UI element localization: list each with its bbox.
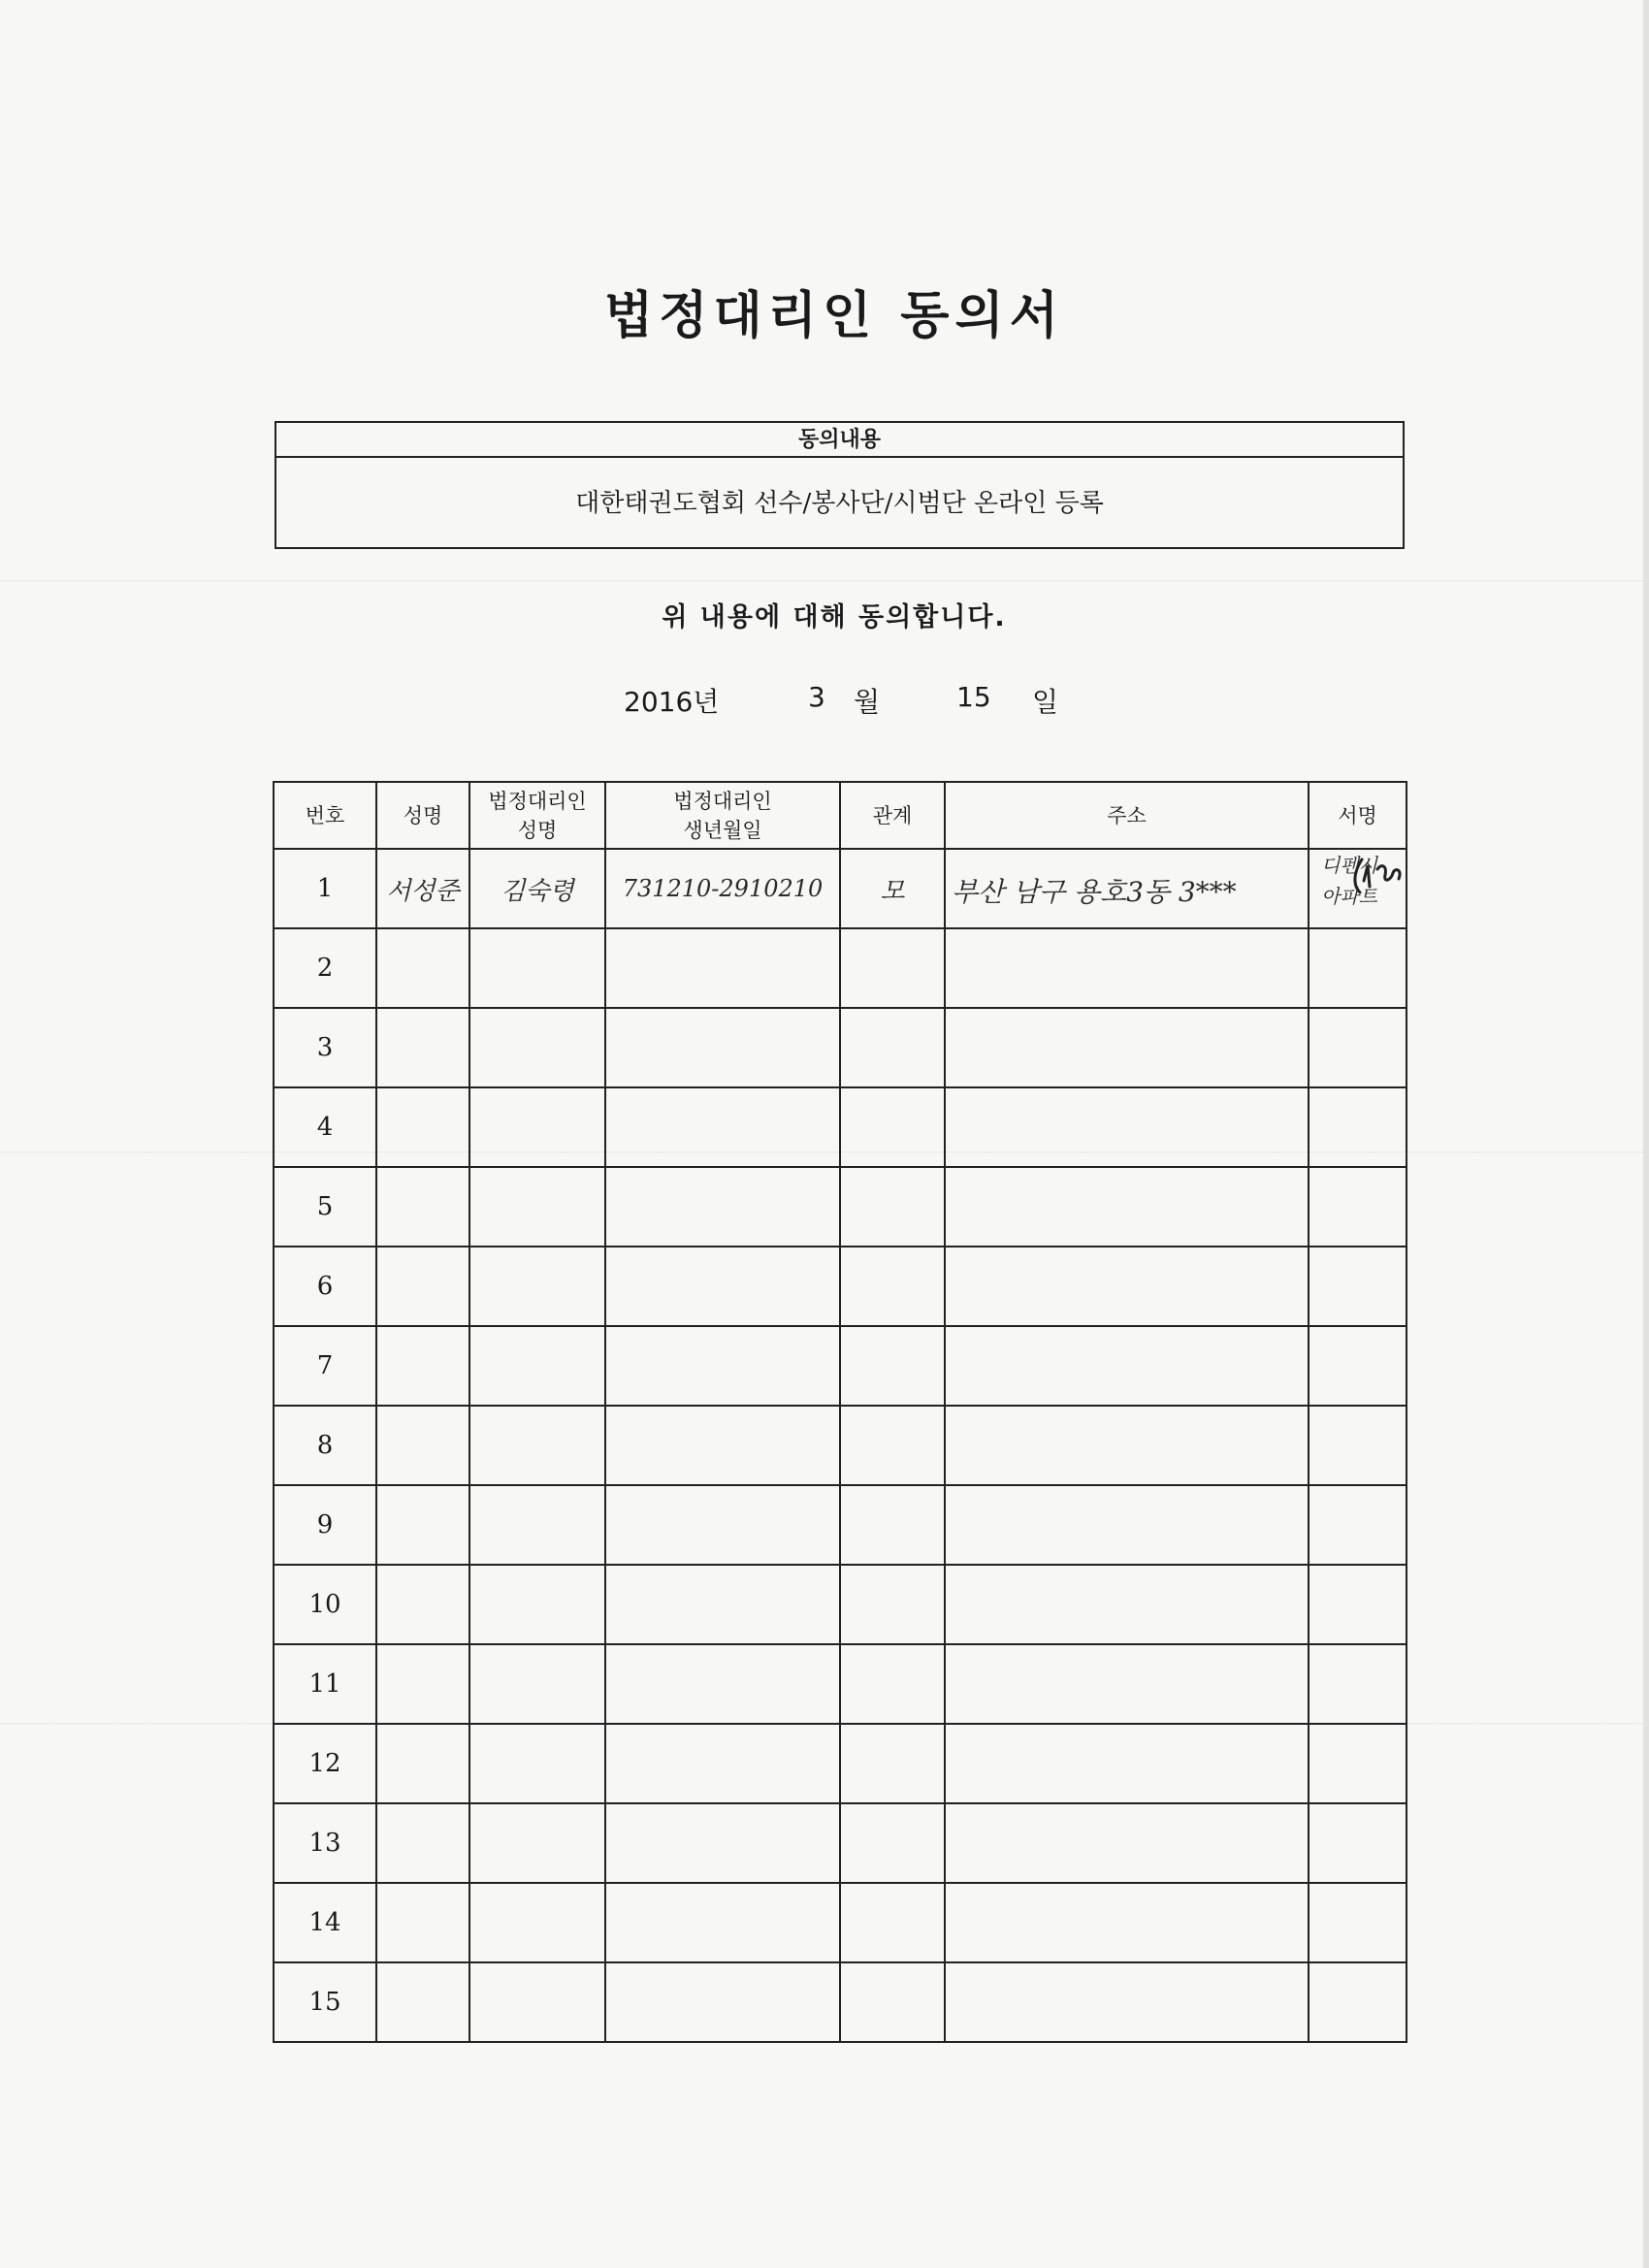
col-header-relation: 관계 [840, 782, 945, 849]
cell-guardian-name-handwritten[interactable]: 김숙령 [469, 849, 605, 928]
table-row [274, 1406, 1406, 1485]
table-row [274, 849, 1406, 928]
cell-name[interactable] [376, 1008, 469, 1087]
cell-relation[interactable] [840, 1565, 945, 1644]
cell-guardian-birth[interactable] [605, 1326, 840, 1406]
cell-name[interactable] [376, 1087, 469, 1167]
cell-signature[interactable] [1309, 1962, 1406, 2042]
cell-number: 14 [274, 1883, 376, 1962]
date-day: 15 [956, 681, 991, 713]
cell-signature[interactable] [1309, 1724, 1406, 1803]
cell-relation[interactable] [840, 1724, 945, 1803]
cell-signature[interactable] [1309, 1087, 1406, 1167]
cell-number: 1 [274, 849, 376, 928]
cell-relation[interactable] [840, 1644, 945, 1724]
cell-address[interactable] [945, 1565, 1309, 1644]
cell-relation[interactable] [840, 1406, 945, 1485]
address-main-text: 부산 남구 용호3동 3*** [952, 876, 1237, 908]
cell-guardian-birth[interactable] [605, 1724, 840, 1803]
cell-name[interactable] [376, 1326, 469, 1406]
date-day-label: 일 [1032, 686, 1059, 718]
cell-guardian-birth[interactable] [605, 1247, 840, 1326]
cell-name[interactable] [376, 1406, 469, 1485]
table-row [274, 1485, 1406, 1565]
cell-name[interactable] [376, 1724, 469, 1803]
cell-address[interactable] [945, 928, 1309, 1008]
date-month: 3 [808, 681, 825, 713]
cell-relation[interactable] [840, 1803, 945, 1883]
cell-signature[interactable] [1309, 1883, 1406, 1962]
date-line [0, 681, 1649, 720]
cell-guardian-birth[interactable] [605, 1485, 840, 1565]
cell-signature[interactable] [1309, 1167, 1406, 1247]
cell-number: 7 [274, 1326, 376, 1406]
cell-guardian-name[interactable] [469, 1724, 605, 1803]
cell-guardian-name[interactable] [469, 1644, 605, 1724]
col-header-guardian-name: 법정대리인 성명 [469, 782, 605, 849]
cell-name[interactable] [376, 1565, 469, 1644]
cell-address[interactable] [945, 1087, 1309, 1167]
cell-guardian-name[interactable] [469, 1406, 605, 1485]
cell-address[interactable] [945, 1485, 1309, 1565]
cell-guardian-name[interactable] [469, 1008, 605, 1087]
cell-address[interactable] [945, 1962, 1309, 2042]
cell-number: 11 [274, 1644, 376, 1724]
cell-relation-handwritten[interactable]: 모 [840, 849, 945, 928]
cell-guardian-birth-handwritten[interactable]: 731210-2910210 [605, 849, 840, 928]
table-row [274, 1962, 1406, 2042]
cell-guardian-name[interactable] [469, 1247, 605, 1326]
cell-number: 2 [274, 928, 376, 1008]
table-row [274, 1565, 1406, 1644]
cell-number: 4 [274, 1087, 376, 1167]
cell-relation[interactable] [840, 1883, 945, 1962]
col-header-name: 성명 [376, 782, 469, 849]
cell-relation[interactable] [840, 1326, 945, 1406]
cell-relation[interactable] [840, 1247, 945, 1326]
paper-fold-line [0, 580, 1649, 583]
table-row [274, 1326, 1406, 1406]
cell-signature[interactable] [1309, 1008, 1406, 1087]
cell-relation[interactable] [840, 1087, 945, 1167]
cell-address[interactable] [945, 1326, 1309, 1406]
cell-name[interactable] [376, 1644, 469, 1724]
date-year: 2016년 [624, 686, 720, 718]
cell-name[interactable] [376, 1167, 469, 1247]
cell-signature[interactable] [1309, 1247, 1406, 1326]
cell-name[interactable] [376, 1883, 469, 1962]
col-header-number: 번호 [274, 782, 376, 849]
consent-content-header: 동의내용 [276, 423, 1403, 458]
cell-address[interactable] [945, 1008, 1309, 1087]
cell-guardian-birth[interactable] [605, 928, 840, 1008]
cell-name[interactable] [376, 1803, 469, 1883]
cell-relation[interactable] [840, 1485, 945, 1565]
cell-signature[interactable] [1309, 849, 1406, 928]
consent-content-box [275, 421, 1405, 549]
cell-signature[interactable] [1309, 1803, 1406, 1883]
cell-guardian-name[interactable] [469, 1803, 605, 1883]
cell-number: 9 [274, 1485, 376, 1565]
cell-name[interactable] [376, 1485, 469, 1565]
table-row [274, 1883, 1406, 1962]
table-row [274, 1803, 1406, 1883]
table-row [274, 1008, 1406, 1087]
cell-number: 5 [274, 1167, 376, 1247]
cell-relation[interactable] [840, 928, 945, 1008]
table-row [274, 928, 1406, 1008]
cell-name[interactable] [376, 1247, 469, 1326]
cell-guardian-name[interactable] [469, 1883, 605, 1962]
table-header-row [274, 782, 1406, 849]
table-row [274, 1247, 1406, 1326]
col-header-guardian-birth: 법정대리인 생년월일 [605, 782, 840, 849]
address-extra-text: 디펜시 아파트 [1321, 854, 1377, 908]
col-header-address: 주소 [945, 782, 1309, 849]
date-month-label: 월 [854, 686, 881, 718]
cell-relation[interactable] [840, 1962, 945, 2042]
cell-guardian-name[interactable] [469, 1565, 605, 1644]
cell-signature[interactable] [1309, 1565, 1406, 1644]
table-row [274, 1087, 1406, 1167]
cell-signature[interactable] [1309, 1644, 1406, 1724]
cell-address[interactable] [945, 1406, 1309, 1485]
table-row [274, 1644, 1406, 1724]
cell-guardian-birth[interactable] [605, 1644, 840, 1724]
cell-guardian-name[interactable] [469, 1087, 605, 1167]
cell-guardian-name[interactable] [469, 1326, 605, 1406]
cell-name-handwritten[interactable]: 서성준 [376, 849, 469, 928]
cell-signature[interactable] [1309, 928, 1406, 1008]
cell-number: 3 [274, 1008, 376, 1087]
cell-relation[interactable] [840, 1167, 945, 1247]
cell-guardian-birth[interactable] [605, 1008, 840, 1087]
cell-address[interactable] [945, 1167, 1309, 1247]
col-header-signature: 서명 [1309, 782, 1406, 849]
cell-address-handwritten[interactable] [945, 849, 1377, 928]
cell-guardian-name[interactable] [469, 1485, 605, 1565]
cell-signature[interactable] [1309, 1406, 1406, 1485]
cell-address[interactable] [945, 1644, 1309, 1724]
cell-guardian-birth[interactable] [605, 1883, 840, 1962]
cell-number: 6 [274, 1247, 376, 1326]
cell-name[interactable] [376, 1962, 469, 2042]
cell-number: 13 [274, 1803, 376, 1883]
cell-address[interactable] [945, 1803, 1309, 1883]
agreement-statement: 위 내용에 대해 동의합니다. [662, 602, 1007, 632]
cell-address[interactable] [945, 1883, 1309, 1962]
cell-address[interactable] [945, 1724, 1309, 1803]
table-row [274, 1724, 1406, 1803]
signature-mark [1348, 852, 1416, 910]
cell-guardian-name[interactable] [469, 1167, 605, 1247]
cell-guardian-birth[interactable] [605, 1167, 840, 1247]
cell-signature[interactable] [1309, 1485, 1406, 1565]
consent-content-body: 대한태권도협회 선수/봉사단/시범단 온라인 등록 [575, 489, 1104, 518]
cell-number: 10 [274, 1565, 376, 1644]
cell-guardian-name[interactable] [469, 928, 605, 1008]
page-title: 법정대리인 동의서 [604, 286, 1064, 345]
cell-guardian-birth[interactable] [605, 1406, 840, 1485]
cell-guardian-birth[interactable] [605, 1962, 840, 2042]
cell-guardian-name[interactable] [469, 1962, 605, 2042]
cell-number: 12 [274, 1724, 376, 1803]
table-row [274, 1167, 1406, 1247]
cell-signature[interactable] [1309, 1326, 1406, 1406]
guardian-roster-table [273, 781, 1407, 2043]
cell-relation[interactable] [840, 1008, 945, 1087]
cell-name[interactable] [376, 928, 469, 1008]
cell-number: 15 [274, 1962, 376, 2042]
cell-guardian-birth[interactable] [605, 1803, 840, 1883]
cell-number: 8 [274, 1406, 376, 1485]
cell-guardian-birth[interactable] [605, 1087, 840, 1167]
cell-address[interactable] [945, 1247, 1309, 1326]
cell-guardian-birth[interactable] [605, 1565, 840, 1644]
